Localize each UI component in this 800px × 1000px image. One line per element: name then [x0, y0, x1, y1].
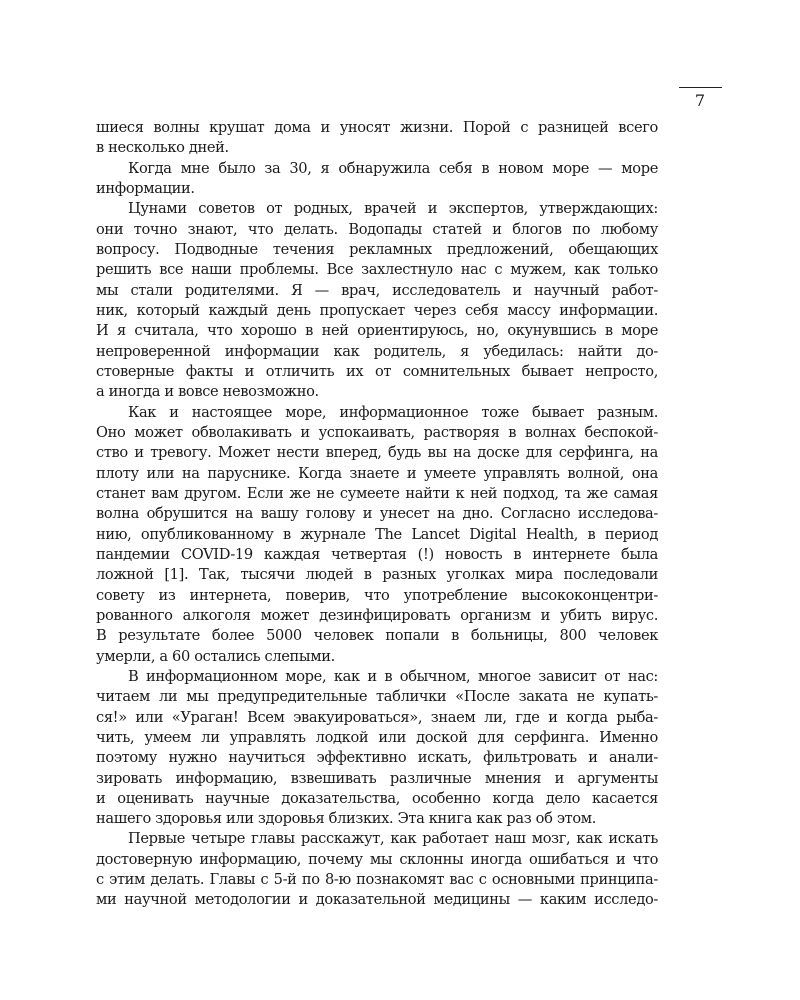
text-line: зировать информацию, взвешивать различные мнения и аргументы: [96, 769, 658, 787]
text-line: мы стали родителями. Я — врач, исследователь и научный работ-: [96, 281, 658, 299]
text-line: и оценивать научные доказательства, особенно когда дело касается: [96, 789, 658, 807]
text-line: Цунами советов от родных, врачей и экспертов, утверждающих:: [128, 200, 658, 218]
text-line: В результате более 5000 человек попали в больницы, 800 человек: [96, 627, 658, 645]
text-line: Когда мне было за 30, я обнаружила себя в новом море — море: [128, 159, 658, 177]
text-line: нашего здоровья или здоровья близких. Эта книга как раз об этом.: [96, 810, 597, 828]
text-line: И я считала, что хорошо в ней ориентируюсь, но, окунувшись в море: [96, 322, 658, 340]
text-line: умерли, а 60 остались слепыми.: [96, 647, 335, 665]
text-line: В информационном море, как и в обычном, многое зависит от нас:: [128, 667, 658, 685]
text-line: ник, который каждый день пропускает через себя массу информации.: [96, 301, 658, 319]
body-text: [96, 118, 658, 911]
text-line: шиеся волны крушат дома и уносят жизни. Порой с разницей всего: [96, 119, 658, 136]
text-line: поэтому нужно научиться эффективно искать, фильтровать и анали-: [96, 749, 658, 767]
text-line: ство и тревогу. Может нести вперед, будь вы на доске для серфинга, на: [96, 444, 658, 462]
text-line: ся!» или «Ураган! Всем эвакуироваться», знаем ли, где и когда рыба-: [96, 708, 658, 726]
text-line: информации.: [96, 179, 195, 197]
text-line: в несколько дней.: [96, 139, 229, 157]
text-line: стоверные факты и отличить их от сомнительных бывает непросто,: [96, 362, 658, 380]
text-line: Оно может обволакивать и успокаивать, растворяя в волнах беспокой-: [96, 423, 658, 441]
page-number-rule: [679, 87, 722, 88]
text-line: плоту или на паруснике. Когда знаете и умеете управлять волной, она: [96, 464, 658, 482]
text-line: чить, умеем ли управлять лодкой или доской для серфинга. Именно: [96, 728, 658, 746]
text-line: вопросу. Подводные течения рекламных предложений, обещающих: [96, 240, 658, 258]
text-line: а иногда и вовсе невозможно.: [96, 383, 319, 401]
text-line: рованного алкоголя может дезинфицировать организм и убить вирус.: [96, 606, 658, 624]
text-line: ми научной методологии и доказательной медицины — каким исследо-: [96, 891, 658, 909]
text-line: непроверенной информации как родитель, я убедилась: найти до-: [96, 342, 658, 360]
text-line: станет вам другом. Если же не сумеете найти к ней подход, та же самая: [96, 484, 658, 502]
text-line: Первые четыре главы расскажут, как работает наш мозг, как искать: [128, 830, 658, 848]
text-line: пандемии COVID-19 каждая четвертая (!) новость в интернете была: [96, 545, 658, 563]
text-line: совету из интернета, поверив, что употребление высококонцентри-: [96, 586, 658, 604]
text-line: Как и настоящее море, информационное тоже бывает разным.: [128, 403, 658, 421]
text-line: они точно знают, что делать. Водопады статей и блогов по любому: [96, 220, 658, 238]
text-line: нию, опубликованному в журнале The Lancet Digital Health, в период: [96, 525, 658, 543]
text-line: решить все наши проблемы. Все захлестнуло нас с мужем, как только: [96, 261, 658, 279]
text-line: с этим делать. Главы с 5-й по 8-ю познакомят вас с основными принципа-: [96, 871, 658, 889]
text-line: достоверную информацию, почему мы склонны иногда ошибаться и что: [96, 850, 658, 868]
page-number: 7: [694, 91, 706, 110]
text-line: читаем ли мы предупредительные таблички «После заката не купать-: [96, 688, 658, 706]
text-line: ложной [1]. Так, тысячи людей в разных уголках мира последовали: [96, 566, 658, 584]
text-line: волна обрушится на вашу голову и унесет на дно. Согласно исследова-: [96, 505, 658, 523]
